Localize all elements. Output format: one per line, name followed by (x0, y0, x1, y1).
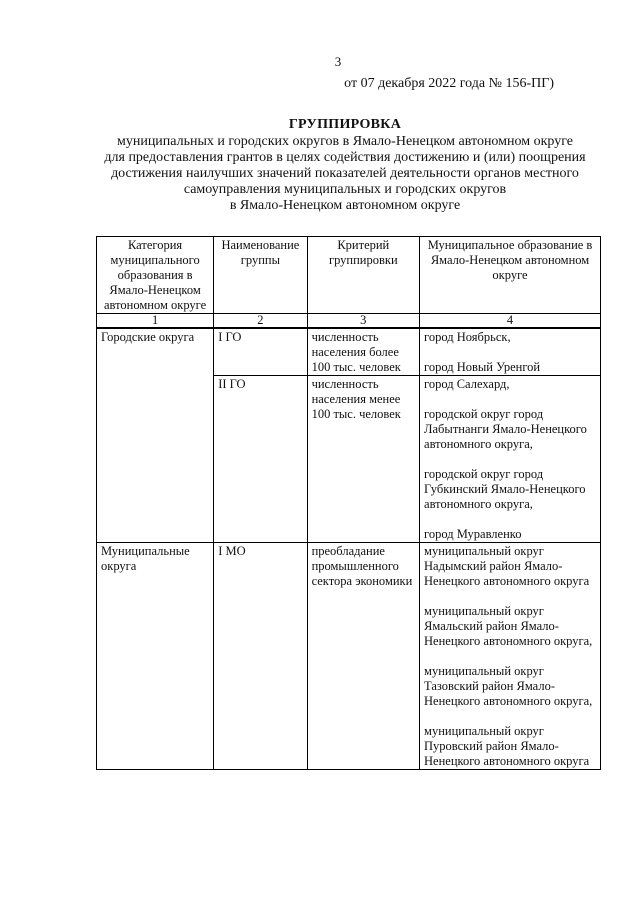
entity-item: город Салехард, (424, 377, 510, 391)
grouping-table (96, 236, 601, 770)
title-block (80, 117, 610, 214)
entity-item: городской округ город Губкинский Ямало-Ненецкого автономного округа, (424, 467, 586, 511)
entity-item: городской округ город Лабытнанги Ямало-Ненецкого автономного округа, (424, 407, 587, 451)
criterion-cell: численность населения менее 100 тыс. человек (307, 376, 419, 543)
table-header-row (97, 237, 601, 314)
column-number: 1 (97, 314, 214, 329)
category-cell: Муниципальные округа (97, 543, 214, 770)
category-cell: Городские округа (97, 328, 214, 543)
entity-item: город Новый Уренгой (424, 360, 541, 374)
table-row (97, 328, 601, 376)
subtitle-line: муниципальных и городских округов в Ямало-Ненецком автономном округе (116, 134, 574, 149)
entity-item: город Ноябрьск, (424, 330, 511, 344)
subtitle-line: в Ямало-Ненецком автономном округе (229, 198, 461, 213)
group-cell: I МО (214, 543, 307, 770)
entity-item: муниципальный округ Тазовский район Ямало-Ненецкого автономного округа, (424, 664, 593, 708)
entities-cell (420, 328, 601, 376)
subtitle-line: для предоставления грантов в целях содействия достижению и (или) поощрения (104, 150, 586, 165)
group-cell: I ГО (214, 328, 307, 376)
column-number: 4 (420, 314, 601, 329)
criterion-cell: численность населения более 100 тыс. человек (307, 328, 419, 376)
subtitle-line: достижения наилучших значений показателей деятельности органов местного (111, 166, 579, 181)
header-category: Категория муниципального образования в Ямало-Ненецком автономном округе (97, 237, 214, 314)
entities-cell (420, 543, 601, 770)
entity-item: муниципальный округ Пуровский район Ямало-Ненецкого автономного округа (424, 724, 590, 768)
criterion-cell: преобладание промышленного сектора экономики (307, 543, 419, 770)
column-number: 2 (214, 314, 307, 329)
column-number-row (97, 314, 601, 329)
header-municipality: Муниципальное образование в Ямало-Ненецком автономном округе (420, 237, 601, 314)
document-title: ГРУППИРОВКА (288, 117, 402, 132)
entity-item: город Муравленко (424, 527, 522, 541)
entity-item: муниципальный округ Надымский район Ямало-Ненецкого автономного округа (424, 544, 590, 588)
header-group-name: Наименование группы (214, 237, 307, 314)
document-reference: от 07 декабря 2022 года № 156-ПГ) (344, 76, 554, 91)
subtitle-line: самоуправления муниципальных и городских округов (183, 182, 507, 197)
table-row (97, 543, 601, 770)
page-number: 3 (334, 54, 342, 69)
entity-item: муниципальный округ Ямальский район Ямало-Ненецкого автономного округа, (424, 604, 593, 648)
header-criterion: Критерий группировки (307, 237, 419, 314)
group-cell: II ГО (214, 376, 307, 543)
column-number: 3 (307, 314, 419, 329)
entities-cell (420, 376, 601, 543)
